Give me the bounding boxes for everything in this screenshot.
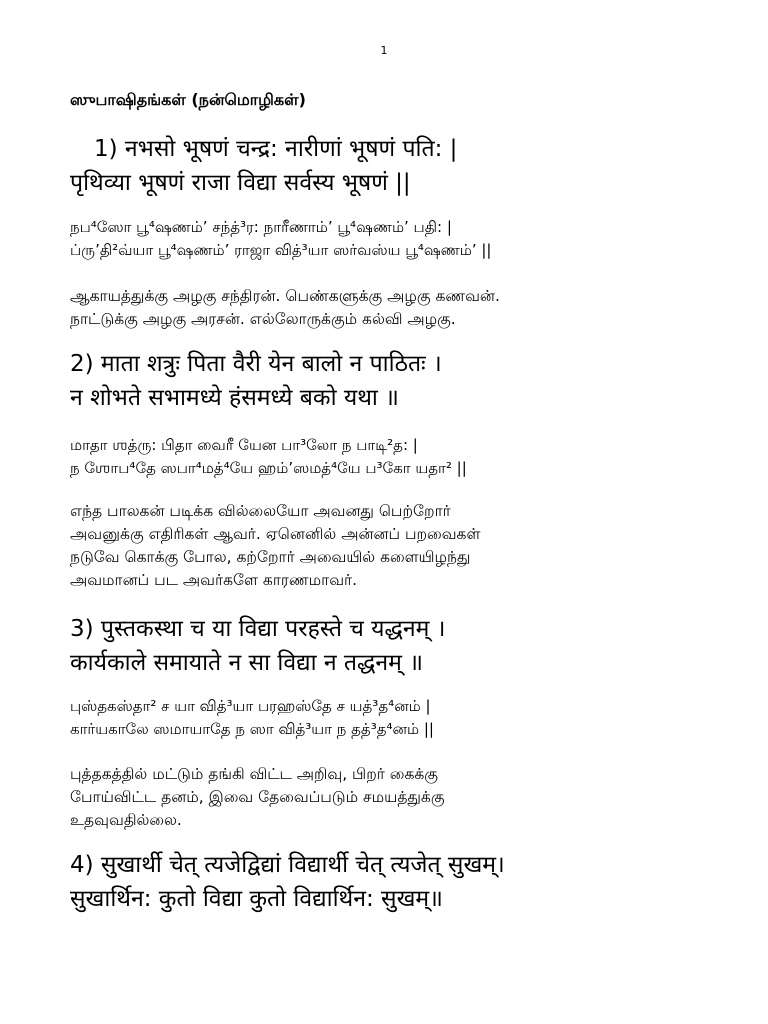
sanskrit-line: 3) पुस्तकस्था च या विद्या परहस्ते च यद्धनम् । bbox=[70, 616, 446, 642]
meaning-line: ஆகாயத்துக்கு அழகு சந்திரன். பெண்களுக்கு அழகு கணவன். bbox=[70, 287, 500, 305]
transliteration-line: புஸ்தகஸ்தா² ச யா வித்³யா பரஹஸ்தே ச யத்³த⁴னம் | bbox=[70, 697, 431, 715]
meaning-line: நடுவே கொக்கு போல, கற்றோர் அவையில் களையிழந்து bbox=[70, 548, 471, 566]
meaning-line: எந்த பாலகன் படிக்க வில்லையோ அவனது பெற்றோர் bbox=[70, 502, 451, 520]
sanskrit-line: 1) नभसो भूषणं चन्द्र: नारीणां भूषणं पति: | bbox=[94, 136, 458, 162]
transliteration-line: கார்யகாலே ஸமாயாதே ந ஸா வித்³யா ந தத்³த⁴னம் || bbox=[70, 720, 434, 738]
meaning-line: போய்விட்ட தனம், இவை தேவைப்படும் சமயத்துக்கு bbox=[70, 788, 445, 806]
transliteration-line: ந ஶோப⁴தே ஸபா⁴மத்⁴யே ஹம்’ஸமத்⁴யே ப³கோ யதா² || bbox=[70, 459, 467, 477]
verse-3-sanskrit bbox=[70, 612, 750, 680]
verse-2-meaning bbox=[70, 500, 750, 592]
sanskrit-line: 4) सुखार्थी चेत् त्यजेद्विद्यां विद्यार्थी चेत् त्यजेत् सुखम्। bbox=[70, 852, 505, 878]
verse-1-transliteration bbox=[70, 216, 750, 262]
page-number: 1 bbox=[380, 44, 388, 57]
verse-1-meaning bbox=[70, 285, 750, 331]
transliteration-line: மாதா ஶத்ரு: பிதா வைரீ யேன பா³லோ ந பாடி²த: | bbox=[70, 436, 418, 454]
document-title: ஸுபாஷிதங்கள் (நன்மொழிகள்) bbox=[70, 90, 306, 109]
sanskrit-line: न शोभते सभामध्ये हंसमध्ये बको यथा ॥ bbox=[70, 385, 399, 411]
verse-2-transliteration bbox=[70, 434, 750, 480]
meaning-line: அவமானப் பட அவர்களே காரணமாவர். bbox=[70, 571, 358, 589]
sanskrit-line: सुखार्थिन: कुतो विद्या कुतो विद्यार्थिन: सुखम्॥ bbox=[70, 886, 443, 912]
sanskrit-line: 2) माता शत्रुः पिता वैरी येन बालो न पाठितः । bbox=[70, 351, 442, 377]
transliteration-line: நப⁴ஸோ பூ⁴ஷணம்’ சந்த்³ர: நாரீணாம்’ பூ⁴ஷணம்’ பதி: | bbox=[70, 218, 452, 236]
verse-2-sanskrit bbox=[70, 347, 750, 415]
meaning-line: புத்தகத்தில் மட்டும் தங்கி விட்ட அறிவு, பிறர் கைக்கு bbox=[70, 765, 438, 783]
sanskrit-line: पृथिव्या भूषणं राजा विद्या सर्वस्य भूषणं || bbox=[70, 170, 411, 196]
verse-1-sanskrit bbox=[70, 132, 750, 200]
meaning-line: உதவுவதில்லை. bbox=[70, 811, 182, 829]
sanskrit-line: कार्यकाले समायाते न सा विद्या न तद्धनम् ॥ bbox=[70, 650, 424, 676]
meaning-line: அவனுக்கு எதிரிகள் ஆவர். ஏனெனில் அன்னப் பறவைகள் bbox=[70, 525, 481, 543]
verse-3-transliteration bbox=[70, 695, 750, 741]
verse-4-sanskrit bbox=[70, 848, 750, 916]
transliteration-line: ப்ரு’தி²வ்யா பூ⁴ஷணம்’ ராஜா வித்³யா ஸர்வஸ்ய பூ⁴ஷணம்’ || bbox=[70, 241, 492, 259]
meaning-line: நாட்டுக்கு அழகு அரசன். எல்லோருக்கும் கல்வி அழகு. bbox=[70, 310, 456, 328]
verse-3-meaning bbox=[70, 763, 750, 832]
